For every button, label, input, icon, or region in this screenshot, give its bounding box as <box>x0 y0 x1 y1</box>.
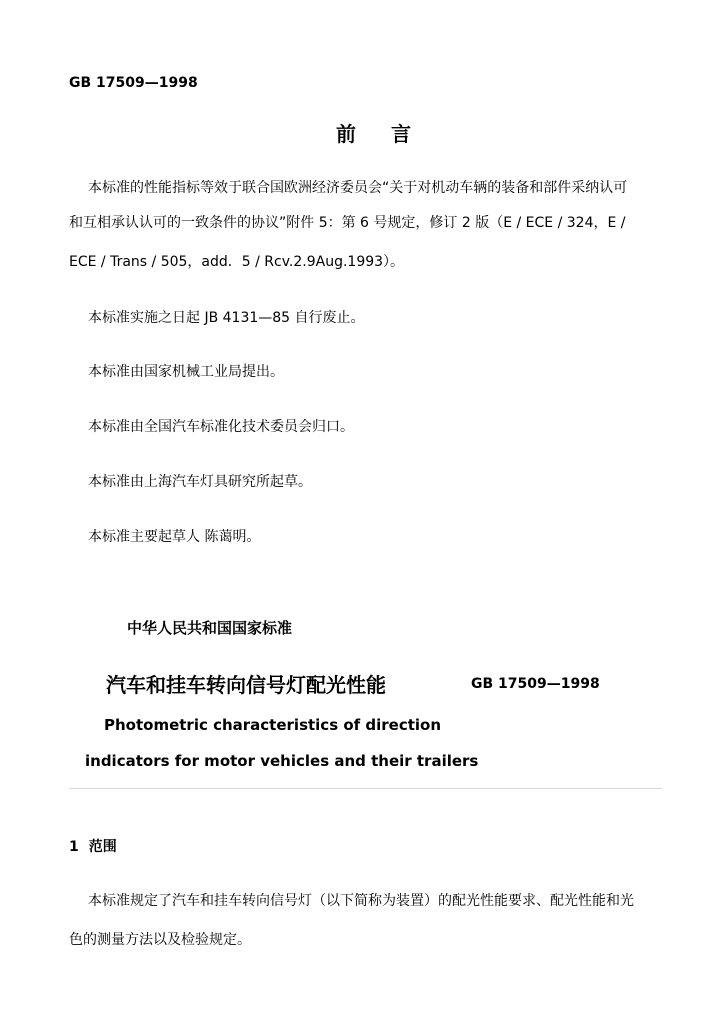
section-1-title: 范围 <box>88 839 117 855</box>
standard-title-code: GB 17509—1998 <box>471 676 600 692</box>
preface-paragraph-1-line-3: ECE / Trans / 505，add．5 / Rcv.2.9Aug.1993）。 <box>69 254 405 270</box>
preface-paragraph-2: 本标准实施之日起 JB 4131—85 自行废止。 <box>88 310 365 326</box>
preface-paragraph-4: 本标准由全国汽车标准化技术委员会归口。 <box>88 419 354 435</box>
standard-title-english-line-2: indicators for motor vehicles and their trailers <box>85 752 479 770</box>
preface-paragraph-3: 本标准由国家机械工业局提出。 <box>88 364 284 380</box>
national-standard-heading: 中华人民共和国国家标准 <box>127 619 293 637</box>
preface-paragraph-1-line-1: 本标准的性能指标等效于联合国欧洲经济委员会“关于对机动车辆的装备和部件采纳认可 <box>88 180 628 196</box>
preface-paragraph-5: 本标准由上海汽车灯具研究所起草。 <box>88 474 312 490</box>
section-1-paragraph-line-2: 色的测量方法以及检验规定。 <box>69 932 251 948</box>
preface-title: 前 言 <box>336 122 425 146</box>
preface-paragraph-6: 本标准主要起草人 陈蔼明。 <box>88 529 261 545</box>
preface-paragraph-1-line-2: 和互相承认认可的一致条件的协议”附件 5：第 6 号规定，修订 2 版（E / ECE / 324，E / <box>69 215 626 231</box>
section-1-number: 1 <box>69 839 79 855</box>
standard-title-english-line-1: Photometric characteristics of direction <box>104 716 442 734</box>
section-1-heading <box>69 836 117 856</box>
section-1-paragraph-line-1: 本标准规定了汽车和挂车转向信号灯（以下简称为装置）的配光性能要求、配光性能和光 <box>88 893 634 909</box>
standard-code: GB 17509—1998 <box>69 75 198 91</box>
standard-title-chinese: 汽车和挂车转向信号灯配光性能 <box>106 673 386 697</box>
title-divider <box>69 788 662 789</box>
